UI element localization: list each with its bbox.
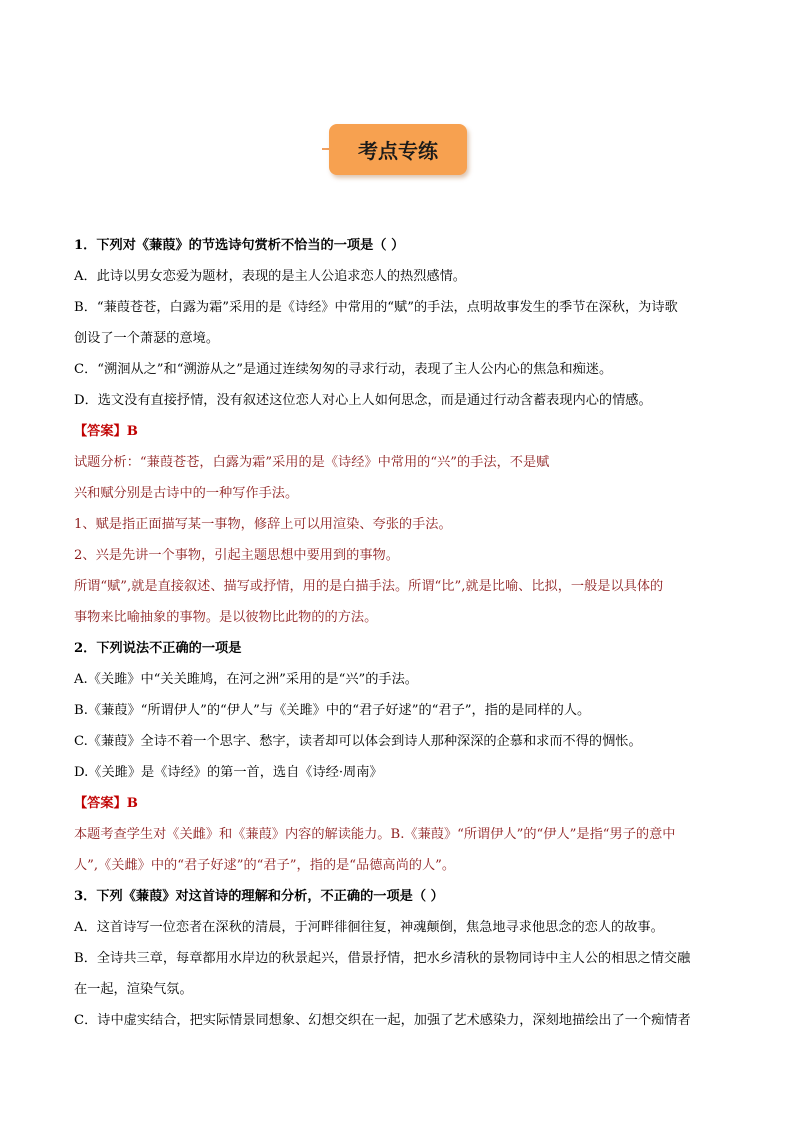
question-stem: 1．下列对《蒹葭》的节选诗句赏析不恰当的一项是（ ） bbox=[74, 238, 405, 253]
analysis-text: 人”,《关雌》中的“君子好逑”的“君子”，指的是“品德高尚的人”。 bbox=[74, 858, 456, 873]
analysis-text: 试题分析：“蒹葭苍苍，白露为霜”采用的是《诗经》中常用的“兴”的手法，不是赋 bbox=[74, 455, 550, 470]
answer-label: 【答案】B bbox=[74, 796, 138, 811]
question-stem: 3．下列《蒹葭》对这首诗的理解和分析，不正确的一项是（ ） bbox=[74, 889, 444, 904]
analysis-text: 所谓“赋”,就是直接叙述、描写或抒情，用的是白描手法。所谓“比”,就是比喻、比拟，一般是以具体的 bbox=[74, 579, 664, 594]
analysis-text: 兴和赋分别是古诗中的一种写作手法。 bbox=[74, 486, 299, 501]
section-title: 考点专练 bbox=[329, 124, 467, 175]
option-text: B.《蒹葭》“所谓伊人”的“伊人”与《关雎》中的“君子好逑”的“君子”，指的是同样的人。 bbox=[74, 703, 591, 718]
option-text: B．“蒹葭苍苍，白露为霜”采用的是《诗经》中常用的“赋”的手法，点明故事发生的季节在深秋，为诗歌 bbox=[74, 300, 678, 315]
analysis-text: 1、赋是指正面描写某一事物，修辞上可以用渲染、夸张的手法。 bbox=[74, 517, 452, 532]
option-text: A.《关雎》中“关关雎鸠，在河之洲”采用的是“兴”的手法。 bbox=[74, 672, 418, 687]
option-text: D．选文没有直接抒情，没有叙述这位恋人对心上人如何思念，而是通过行动含蓄表现内心的情感。 bbox=[74, 393, 652, 408]
analysis-text: 事物来比喻抽象的事物。是以彼物比此物的的方法。 bbox=[74, 610, 378, 625]
analysis-text: 2、兴是先讲一个事物，引起主题思想中要用到的事物。 bbox=[74, 548, 399, 563]
section-banner bbox=[0, 124, 794, 176]
answer-label: 【答案】B bbox=[74, 424, 138, 439]
option-text: B．全诗共三章，每章都用水岸边的秋景起兴，借景抒情，把水乡清秋的景物同诗中主人公的相思之情交融 bbox=[74, 951, 691, 966]
analysis-text: 本题考查学生对《关雌》和《蒹葭》内容的解读能力。B.《蒹葭》“所谓伊人”的“伊人”是指“男子的意中 bbox=[74, 827, 676, 842]
option-text: 创设了一个萧瑟的意境。 bbox=[74, 331, 220, 346]
option-text: C.《蒹葭》全诗不着一个思字、愁字，读者却可以体会到诗人那种深深的企慕和求而不得的惆怅。 bbox=[74, 734, 642, 749]
option-text: C．诗中虚实结合，把实际情景同想象、幻想交织在一起，加强了艺术感染力，深刻地描绘出了一个痴情者 bbox=[74, 1013, 691, 1028]
option-text: 在一起，渲染气氛。 bbox=[74, 982, 193, 997]
question-stem: 2．下列说法不正确的一项是 bbox=[74, 641, 242, 656]
option-text: A．此诗以男女恋爱为题材，表现的是主人公追求恋人的热烈感情。 bbox=[74, 269, 466, 284]
option-text: D.《关雎》是《诗经》的第一首，选自《诗经·周南》 bbox=[74, 765, 383, 780]
option-text: A．这首诗写一位恋者在深秋的清晨，于河畔徘徊往复，神魂颠倒，焦急地寻求他思念的恋人的故事。 bbox=[74, 920, 664, 935]
option-text: C．“溯洄从之”和“溯游从之”是通过连续匆匆的寻求行动，表现了主人公内心的焦急和痴迷。 bbox=[74, 362, 613, 377]
